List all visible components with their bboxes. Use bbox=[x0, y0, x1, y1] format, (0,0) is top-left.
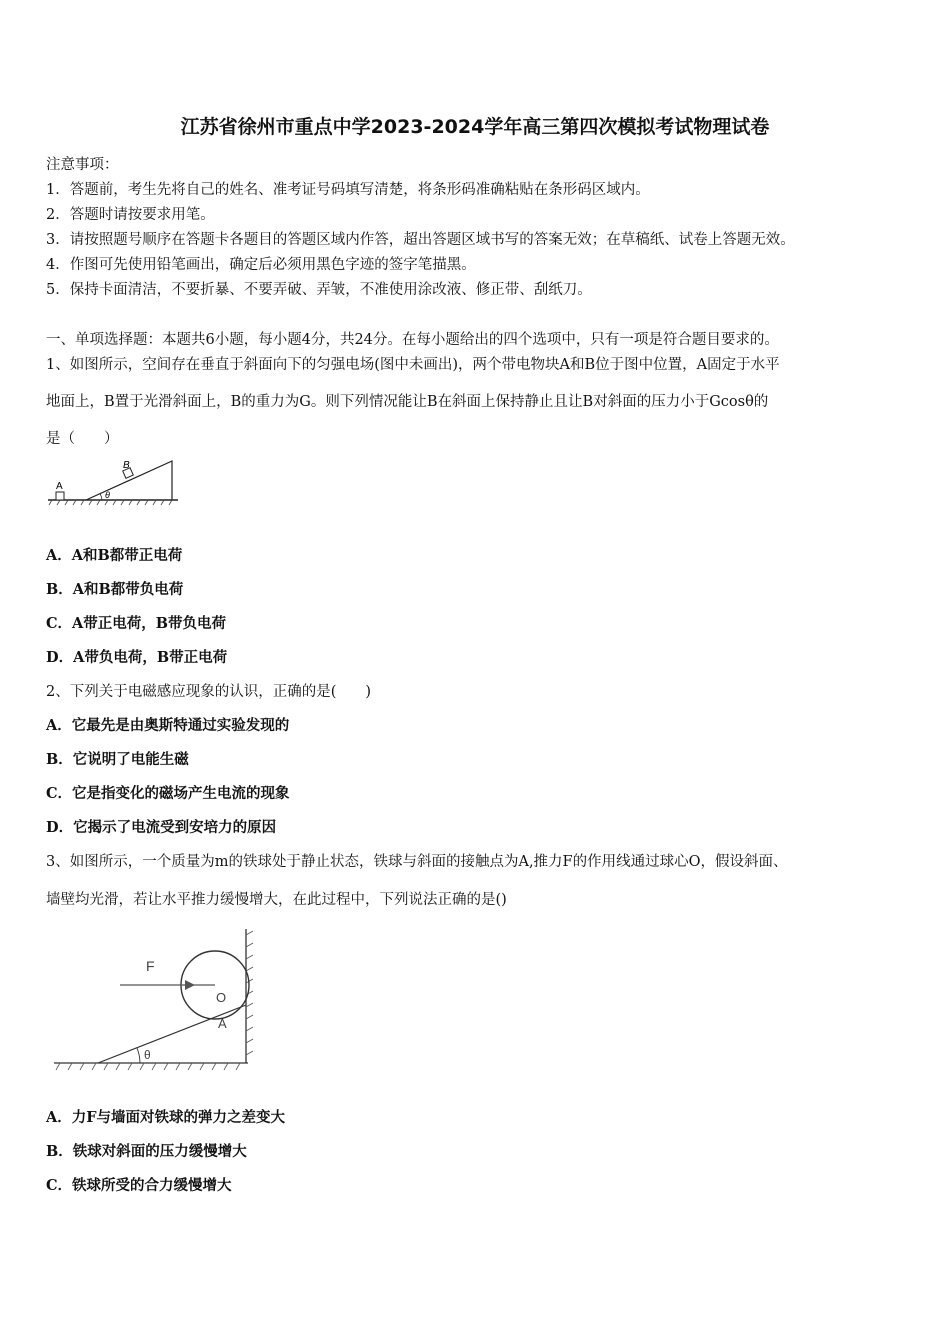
q1-stem-line: 地面上，B置于光滑斜面上，B的重力为G。则下列情况能让B在斜面上保持静止且让B对斜面的压力小于Gcosθ的 bbox=[46, 394, 769, 410]
notice-item: 2．答题时请按要求用笔。 bbox=[46, 207, 215, 223]
q2-option: D．它揭示了电流受到安培力的原因 bbox=[46, 819, 277, 836]
notice-item: 4．作图可先使用铅笔画出，确定后必须用黑色字迹的签字笔描黑。 bbox=[46, 257, 476, 273]
notice-item: 1．答题前，考生先将自己的姓名、准考证号码填写清楚，将条形码准确粘贴在条形码区域内。 bbox=[46, 182, 650, 198]
q3-label-a: A bbox=[218, 1016, 227, 1031]
q2-stem: 2、下列关于电磁感应现象的认识，正确的是( ) bbox=[46, 684, 372, 700]
q1-angle-arc bbox=[100, 494, 102, 500]
q3-stem-line: 墙壁均光滑，若让水平推力缓慢增大，在此过程中，下列说法正确的是() bbox=[46, 892, 507, 908]
q2-option: B．它说明了电能生磁 bbox=[46, 751, 189, 768]
q1-option: D．A带负电荷，B带正电荷 bbox=[46, 649, 228, 666]
q3-option: A．力F与墙面对铁球的弹力之差变大 bbox=[46, 1109, 286, 1126]
q1-incline-figure bbox=[44, 455, 184, 507]
q3-angle-arc bbox=[137, 1048, 140, 1063]
q3-ball-figure bbox=[50, 925, 265, 1075]
q1-block-a bbox=[56, 492, 64, 500]
section-heading: 一、单项选择题：本题共6小题，每小题4分，共24分。在每小题给出的四个选项中，只有一项是符合题目要求的。 bbox=[46, 332, 779, 348]
q3-option: C．铁球所受的合力缓慢增大 bbox=[46, 1177, 232, 1194]
q3-label-theta: θ bbox=[144, 1048, 151, 1062]
q3-label-f: F bbox=[146, 958, 155, 974]
q1-stem-line: 1、如图所示，空间存在垂直于斜面向下的匀强电场(图中未画出)，两个带电物块A和B位于图中位置，A固定于水平 bbox=[46, 357, 780, 373]
q2-option: A．它最先是由奥斯特通过实验发现的 bbox=[46, 717, 290, 734]
q3-label-o: O bbox=[216, 990, 227, 1005]
notice-item: 5．保持卡面清洁，不要折暴、不要弄破、弄皱，不准使用涂改液、修正带、刮纸刀。 bbox=[46, 282, 592, 298]
q3-force-arrow bbox=[185, 980, 195, 990]
notice-heading: 注意事项： bbox=[46, 157, 119, 173]
notice-item: 3．请按照题号顺序在答题卡各题目的答题区域内作答，超出答题区域书写的答案无效；在草稿纸、试卷上答题无效。 bbox=[46, 232, 795, 248]
q1-stem-line: 是（ ） bbox=[46, 431, 119, 447]
q1-label-a: A bbox=[56, 481, 63, 492]
q1-label-b: B bbox=[123, 460, 130, 471]
q2-option: C．它是指变化的磁场产生电流的现象 bbox=[46, 785, 290, 802]
q3-incline bbox=[98, 1005, 246, 1063]
q1-option: A．A和B都带正电荷 bbox=[46, 547, 183, 564]
page-title: 江苏省徐州市重点中学2023-2024学年高三第四次模拟考试物理试卷 bbox=[180, 116, 770, 138]
q3-option: B．铁球对斜面的压力缓慢增大 bbox=[46, 1143, 247, 1160]
q3-ground-hatch bbox=[56, 1063, 240, 1070]
q3-wall-hatch bbox=[246, 931, 253, 1055]
q1-option: C．A带正电荷，B带负电荷 bbox=[46, 615, 227, 632]
q1-label-theta: θ bbox=[105, 490, 110, 500]
q1-ground-hatch bbox=[49, 500, 172, 505]
q3-stem-line: 3、如图所示，一个质量为m的铁球处于静止状态，铁球与斜面的接触点为A,推力F的作用线通过球心O，假设斜面、 bbox=[46, 854, 788, 870]
q1-option: B．A和B都带负电荷 bbox=[46, 581, 184, 598]
